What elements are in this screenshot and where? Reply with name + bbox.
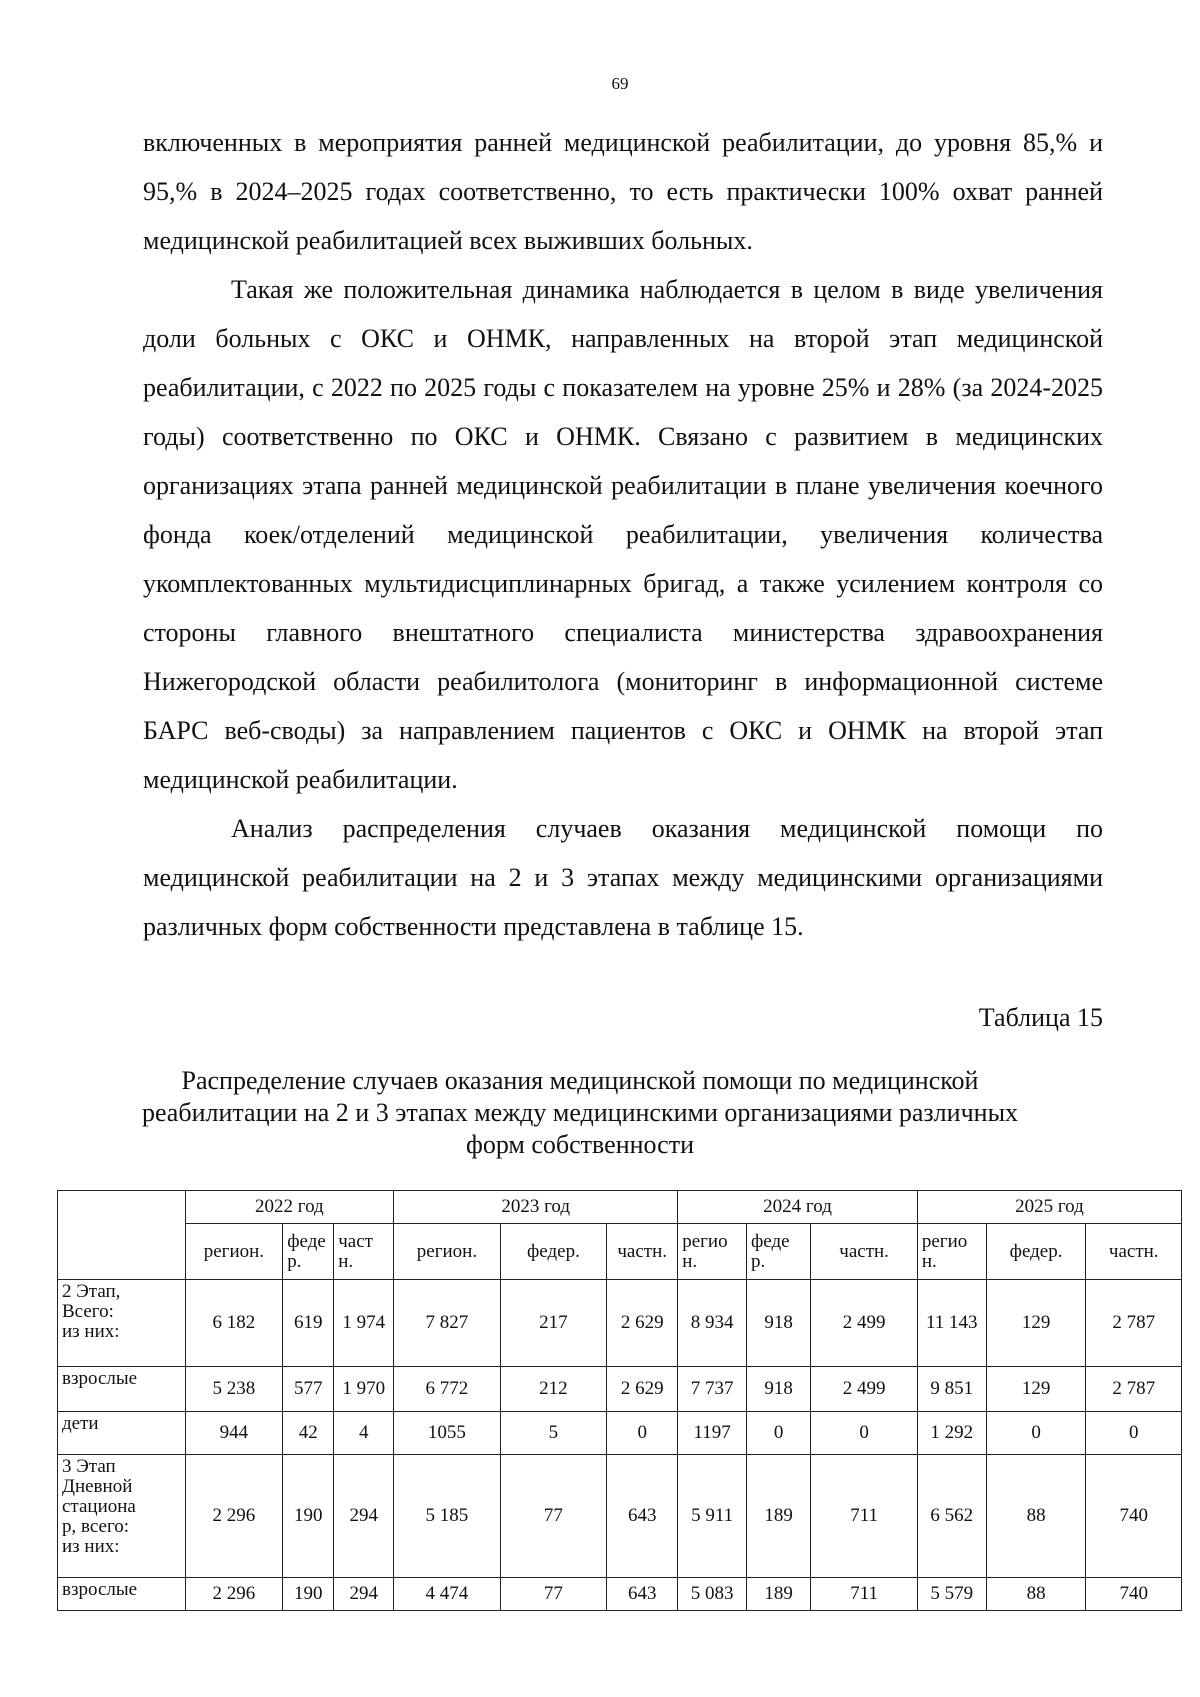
- table-cell: 918: [746, 1367, 810, 1412]
- table-cell: 88: [986, 1578, 1086, 1611]
- table-cell: 5 911: [678, 1455, 747, 1578]
- table-cell: 129: [986, 1280, 1086, 1367]
- column-subheader: регио н.: [917, 1224, 986, 1280]
- table-cell: 0: [607, 1412, 678, 1455]
- table-cell: 42: [283, 1412, 334, 1455]
- table-cell: 918: [746, 1280, 810, 1367]
- table-cell: 4 474: [394, 1578, 501, 1611]
- table-cell: 1 970: [334, 1367, 394, 1412]
- column-subheader: регио н.: [678, 1224, 747, 1280]
- row-label: взрослые: [58, 1367, 186, 1412]
- table-cell: 294: [334, 1578, 394, 1611]
- column-subheader: феде р.: [746, 1224, 810, 1280]
- table-label: Таблица 15: [978, 1003, 1103, 1032]
- table-cell: 7 737: [678, 1367, 747, 1412]
- table-cell: 8 934: [678, 1280, 747, 1367]
- table-cell: 2 296: [185, 1578, 283, 1611]
- table-cell: 0: [986, 1412, 1086, 1455]
- table-cell: 129: [986, 1367, 1086, 1412]
- table-cell: 11 143: [917, 1280, 986, 1367]
- year-header: 2024 год: [678, 1191, 918, 1224]
- column-subheader: федер.: [986, 1224, 1086, 1280]
- table-cell: 0: [1086, 1412, 1182, 1455]
- table-cell: 1 974: [334, 1280, 394, 1367]
- table-cell: 6 772: [394, 1367, 501, 1412]
- row-label: дети: [58, 1412, 186, 1455]
- table-cell: 5 083: [678, 1578, 747, 1611]
- table-cell: 2 629: [607, 1280, 678, 1367]
- table-cell: 7 827: [394, 1280, 501, 1367]
- row-label: 2 Этап, Всего: из них:: [58, 1280, 186, 1367]
- table-cell: 1 292: [917, 1412, 986, 1455]
- table-cell: 2 499: [811, 1367, 918, 1412]
- table-row: [58, 1367, 1182, 1412]
- paragraph: Анализ распределения случаев оказания медицинской помощи по медицинской реабилитации на 2 и 3 этапах между медицинскими организациями различных форм собственности представлена в таблице 15.: [143, 814, 1103, 941]
- year-header: 2022 год: [185, 1191, 394, 1224]
- paragraph: Такая же положительная динамика наблюдается в целом в виде увеличения доли больных с ОКС и ОНМК, направленных на второй этап медицинской реабилитации, с 2022 по 2025 годы с показателем на уровне 25% и 28% (за 2024-2025 годы) соответственно по ОКС и ОНМК. Связано с развитием в медицинских организациях этапа ранней медицинской реабилитации в плане увеличения коечного фонда коек/отделений медицинской реабилитации, увеличения количества укомплектованных мультидисциплинарных бригад, а также усилением контроля со стороны главного внештатного специалиста министерства здравоохранения Нижегородской области реабилитолога (мониторинг в информационной системе БАРС веб-своды) за направлением пациентов с ОКС и ОНМК на второй этап медицинской реабилитации.: [143, 275, 1103, 794]
- body-text: [143, 118, 1103, 951]
- column-subheader: регион.: [394, 1224, 501, 1280]
- table-cell: 5 185: [394, 1455, 501, 1578]
- row-label: 3 Этап Дневной стациона р, всего: из них:: [58, 1455, 186, 1578]
- table-cell: 2 499: [811, 1280, 918, 1367]
- table-row: [58, 1578, 1182, 1611]
- table-cell: 294: [334, 1455, 394, 1578]
- column-subheader: част н.: [334, 1224, 394, 1280]
- table-cell: 2 787: [1086, 1367, 1182, 1412]
- table-cell: 577: [283, 1367, 334, 1412]
- table-cell: 1055: [394, 1412, 501, 1455]
- table-cell: 711: [811, 1578, 918, 1611]
- table-cell: 2 787: [1086, 1280, 1182, 1367]
- table-cell: 0: [811, 1412, 918, 1455]
- table-cell: 6 562: [917, 1455, 986, 1578]
- table-cell: 77: [500, 1455, 607, 1578]
- table-cell: 190: [283, 1455, 334, 1578]
- table-cell: 740: [1086, 1578, 1182, 1611]
- table-cell: 643: [607, 1578, 678, 1611]
- table-row: [58, 1455, 1182, 1578]
- table-cell: 1197: [678, 1412, 747, 1455]
- table-cell: 189: [746, 1455, 810, 1578]
- page-number: 69: [611, 74, 629, 93]
- table-cell: 2 296: [185, 1455, 283, 1578]
- table-cell: 2 629: [607, 1367, 678, 1412]
- column-subheader: феде р.: [283, 1224, 334, 1280]
- year-header: 2025 год: [917, 1191, 1181, 1224]
- paragraph: включенных в мероприятия ранней медицинской реабилитации, до уровня 85,% и 95,% в 2024–2025 годах соответственно, то есть практически 100% охват ранней медицинской реабилитацией всех выживших больных.: [143, 128, 1103, 255]
- table-cell: 77: [500, 1578, 607, 1611]
- table-cell: 5 238: [185, 1367, 283, 1412]
- table-cell: 9 851: [917, 1367, 986, 1412]
- table-cell: 944: [185, 1412, 283, 1455]
- table-cell: 5: [500, 1412, 607, 1455]
- table-cell: 5 579: [917, 1578, 986, 1611]
- row-label: взрослые: [58, 1578, 186, 1611]
- table-cell: 190: [283, 1578, 334, 1611]
- table-cell: 740: [1086, 1455, 1182, 1578]
- column-subheader: частн.: [1086, 1224, 1182, 1280]
- table-cell: 217: [500, 1280, 607, 1367]
- table-cell: 212: [500, 1367, 607, 1412]
- table-caption: Распределение случаев оказания медицинской помощи по медицинской реабилитации на 2 и 3 этапах между медицинскими организациями различных форм собственности: [141, 1066, 1019, 1159]
- year-header: 2023 год: [394, 1191, 678, 1224]
- table-cell: 619: [283, 1280, 334, 1367]
- column-subheader: частн.: [607, 1224, 678, 1280]
- data-table: [57, 1190, 1182, 1611]
- table-cell: 4: [334, 1412, 394, 1455]
- corner-cell: [58, 1191, 186, 1280]
- table-row: [58, 1280, 1182, 1367]
- table-cell: 0: [746, 1412, 810, 1455]
- table-row: [58, 1412, 1182, 1455]
- table-cell: 643: [607, 1455, 678, 1578]
- table-cell: 189: [746, 1578, 810, 1611]
- column-subheader: регион.: [185, 1224, 283, 1280]
- table-cell: 88: [986, 1455, 1086, 1578]
- column-subheader: федер.: [500, 1224, 607, 1280]
- table-cell: 6 182: [185, 1280, 283, 1367]
- column-subheader: частн.: [811, 1224, 918, 1280]
- table-cell: 711: [811, 1455, 918, 1578]
